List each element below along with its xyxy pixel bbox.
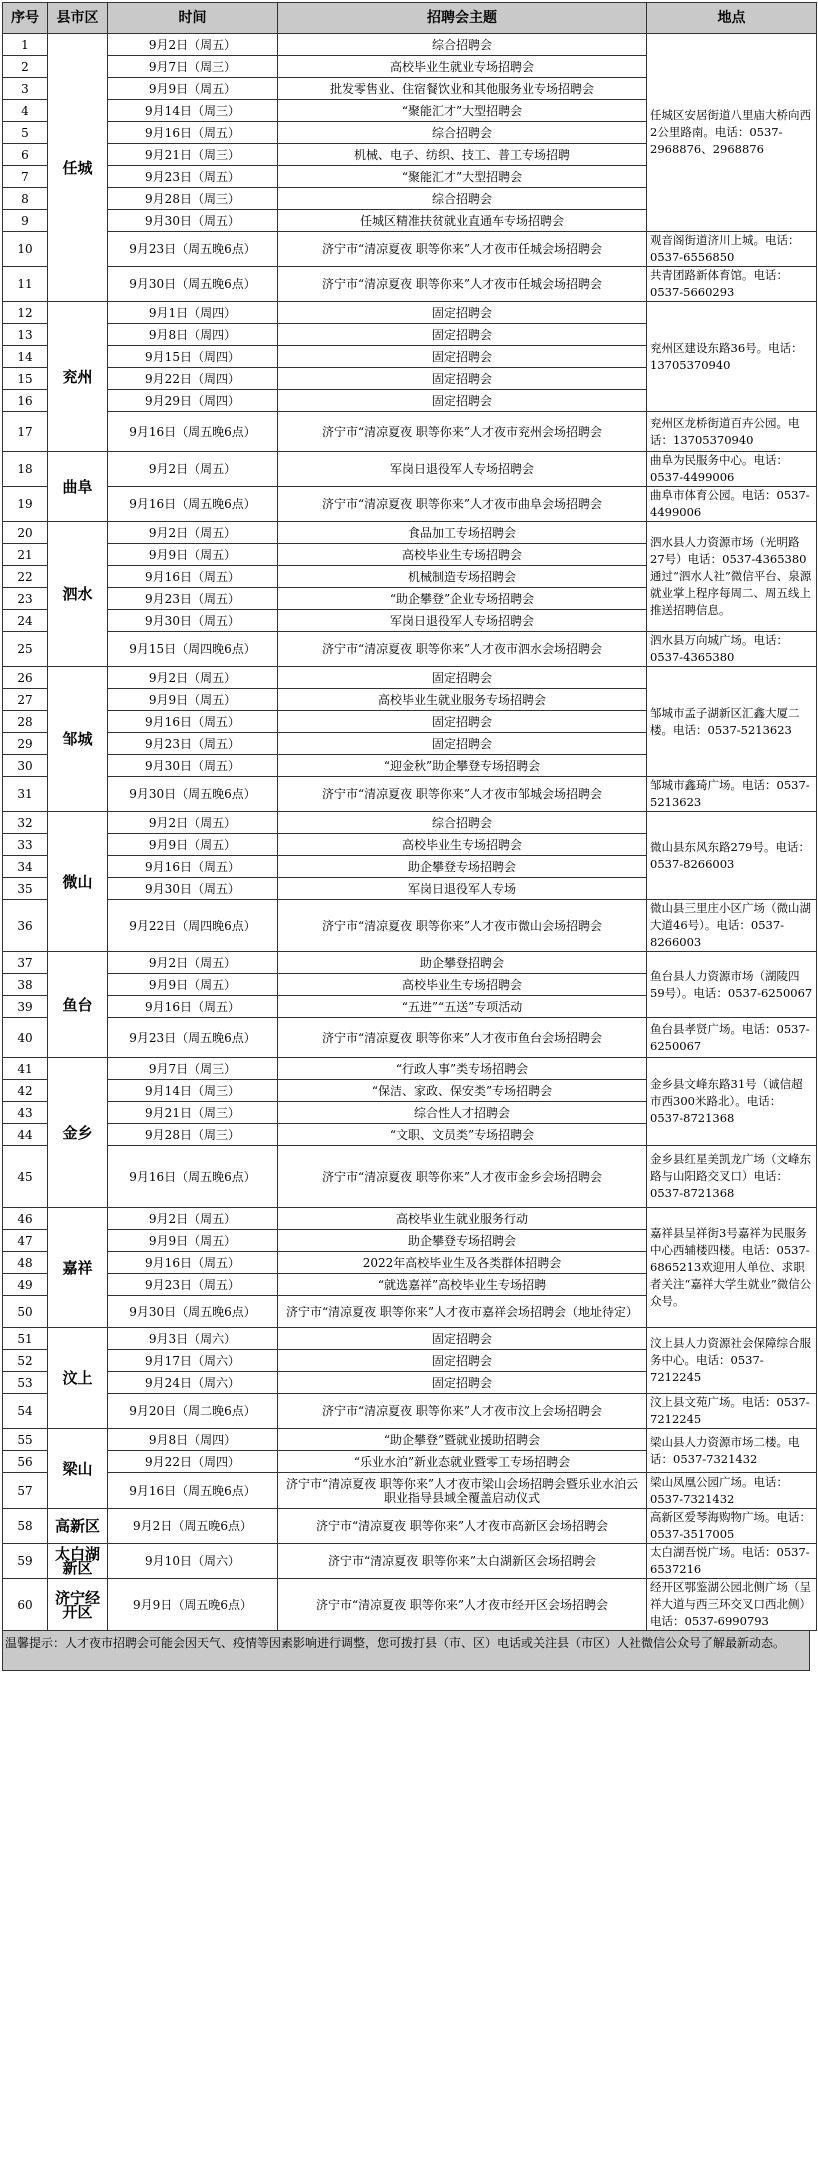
row-number: 55 — [3, 1429, 48, 1451]
location-cell: 泗水县人力资源市场（光明路27号）电话：0537-4365380通过“泗水人社”微信平台、泉源就业掌上程序每周二、周五线上推送招聘信息。 — [647, 522, 817, 632]
time-cell: 9月16日（周五） — [108, 566, 278, 588]
time-cell: 9月22日（周四） — [108, 1451, 278, 1473]
location-cell: 鱼台县孝贤广场。电话：0537-6250067 — [647, 1018, 817, 1058]
row-number: 53 — [3, 1372, 48, 1394]
time-cell: 9月2日（周五晚6点） — [108, 1509, 278, 1544]
topic-cell: 济宁市“清凉夏夜 职等你来”太白湖新区会场招聘会 — [278, 1544, 647, 1579]
time-cell: 9月9日（周五） — [108, 834, 278, 856]
topic-cell: “聚能汇才”大型招聘会 — [278, 100, 647, 122]
county-cell: 汶上 — [48, 1328, 108, 1429]
row-number: 41 — [3, 1058, 48, 1080]
time-cell: 9月2日（周五） — [108, 812, 278, 834]
topic-cell: 济宁市“清凉夏夜 职等你来”人才夜市微山会场招聘会 — [278, 900, 647, 952]
time-cell: 9月2日（周五） — [108, 452, 278, 487]
time-cell: 9月8日（周四） — [108, 1429, 278, 1451]
topic-cell: 高校毕业生专场招聘会 — [278, 834, 647, 856]
topic-cell: “行政人事”类专场招聘会 — [278, 1058, 647, 1080]
county-cell: 太白湖新区 — [48, 1544, 108, 1579]
time-cell: 9月2日（周五） — [108, 952, 278, 974]
table-row — [3, 1058, 817, 1080]
row-number: 34 — [3, 856, 48, 878]
table-row — [3, 487, 817, 522]
row-number: 3 — [3, 78, 48, 100]
time-cell: 9月2日（周五） — [108, 667, 278, 689]
county-cell: 任城 — [48, 34, 108, 302]
row-number: 11 — [3, 267, 48, 302]
row-number: 29 — [3, 733, 48, 755]
county-cell: 嘉祥 — [48, 1208, 108, 1328]
row-number: 16 — [3, 390, 48, 412]
row-number: 15 — [3, 368, 48, 390]
time-cell: 9月16日（周五晚6点） — [108, 1146, 278, 1208]
table-row — [3, 1208, 817, 1230]
location-cell: 汶上县人力资源社会保障综合服务中心。电话：0537-7212245 — [647, 1328, 817, 1394]
row-number: 51 — [3, 1328, 48, 1350]
time-cell: 9月7日（周三） — [108, 56, 278, 78]
time-cell: 9月24日（周六） — [108, 1372, 278, 1394]
topic-cell: “文职、文员类”专场招聘会 — [278, 1124, 647, 1146]
table-row — [3, 302, 817, 324]
topic-cell: 固定招聘会 — [278, 324, 647, 346]
location-cell: 嘉祥县呈祥街3号嘉祥为民服务中心西辅楼四楼。电话：0537-6865213欢迎用人单位、求职者关注“嘉祥大学生就业”微信公众号。 — [647, 1208, 817, 1328]
location-cell: 微山县三里庄小区广场（微山湖大道46号）。电话：0537-8266003 — [647, 900, 817, 952]
topic-cell: 固定招聘会 — [278, 711, 647, 733]
row-number: 25 — [3, 632, 48, 667]
row-number: 38 — [3, 974, 48, 996]
topic-cell: 固定招聘会 — [278, 667, 647, 689]
time-cell: 9月23日（周五） — [108, 166, 278, 188]
row-number: 12 — [3, 302, 48, 324]
table-row — [3, 777, 817, 812]
topic-cell: 高校毕业生专场招聘会 — [278, 544, 647, 566]
row-number: 13 — [3, 324, 48, 346]
row-number: 20 — [3, 522, 48, 544]
county-cell: 高新区 — [48, 1509, 108, 1544]
row-number: 44 — [3, 1124, 48, 1146]
topic-cell: “助企攀登”暨就业援助招聘会 — [278, 1429, 647, 1451]
location-cell: 邹城市孟子湖新区汇鑫大厦二楼。电话：0537-5213623 — [647, 667, 817, 777]
location-cell: 高新区爱琴海购物广场。电话：0537-3517005 — [647, 1509, 817, 1544]
location-cell: 梁山凤凰公园广场。电话：0537-7321432 — [647, 1473, 817, 1509]
location-cell: 汶上县文苑广场。电话：0537-7212245 — [647, 1394, 817, 1429]
row-number: 8 — [3, 188, 48, 210]
time-cell: 9月21日（周三） — [108, 144, 278, 166]
table-row — [3, 452, 817, 487]
row-number: 35 — [3, 878, 48, 900]
row-number: 27 — [3, 689, 48, 711]
location-cell: 经开区鄂鉴湖公园北侧广场（呈祥大道与西三环交叉口西北侧）电话：0537-6990793 — [647, 1579, 817, 1631]
table-row — [3, 900, 817, 952]
row-number: 28 — [3, 711, 48, 733]
row-number: 1 — [3, 34, 48, 56]
location-cell: 兖州区建设东路36号。电话：13705370940 — [647, 302, 817, 412]
topic-cell: 济宁市“清凉夏夜 职等你来”人才夜市鱼台会场招聘会 — [278, 1018, 647, 1058]
row-number: 17 — [3, 412, 48, 452]
time-cell: 9月10日（周六） — [108, 1544, 278, 1579]
time-cell: 9月30日（周五） — [108, 210, 278, 232]
location-cell: 微山县东风东路279号。电话：0537-8266003 — [647, 812, 817, 900]
time-cell: 9月16日（周五） — [108, 856, 278, 878]
time-cell: 9月30日（周五） — [108, 755, 278, 777]
table-row — [3, 1018, 817, 1058]
time-cell: 9月30日（周五） — [108, 610, 278, 632]
topic-cell: 助企攀登专场招聘会 — [278, 1230, 647, 1252]
county-cell: 微山 — [48, 812, 108, 952]
time-cell: 9月22日（周四晚6点） — [108, 900, 278, 952]
time-cell: 9月16日（周五晚6点） — [108, 1473, 278, 1509]
time-cell: 9月16日（周五） — [108, 996, 278, 1018]
table-row — [3, 1394, 817, 1429]
topic-cell: 高校毕业生就业服务专场招聘会 — [278, 689, 647, 711]
row-number: 57 — [3, 1473, 48, 1509]
row-number: 31 — [3, 777, 48, 812]
row-number: 37 — [3, 952, 48, 974]
topic-cell: 济宁市“清凉夏夜 职等你来”人才夜市高新区会场招聘会 — [278, 1509, 647, 1544]
topic-cell: 固定招聘会 — [278, 1328, 647, 1350]
row-number: 23 — [3, 588, 48, 610]
time-cell: 9月23日（周五晚6点） — [108, 1018, 278, 1058]
time-cell: 9月8日（周四） — [108, 324, 278, 346]
table-row — [3, 667, 817, 689]
location-cell: 曲阜市体育公园。电话：0537-4499006 — [647, 487, 817, 522]
row-number: 48 — [3, 1252, 48, 1274]
location-cell: 兖州区龙桥街道百卉公园。电话：13705370940 — [647, 412, 817, 452]
topic-cell: 济宁市“清凉夏夜 职等你来”人才夜市汶上会场招聘会 — [278, 1394, 647, 1429]
row-number: 32 — [3, 812, 48, 834]
time-cell: 9月16日（周五晚6点） — [108, 487, 278, 522]
time-cell: 9月17日（周六） — [108, 1350, 278, 1372]
row-number: 19 — [3, 487, 48, 522]
row-number: 59 — [3, 1544, 48, 1579]
table-row — [3, 1544, 817, 1579]
location-cell: 观音阁街道济川上城。电话：0537-6556850 — [647, 232, 817, 267]
time-cell: 9月28日（周三） — [108, 188, 278, 210]
location-cell: 共青团路新体育馆。电话：0537-5660293 — [647, 267, 817, 302]
row-number: 18 — [3, 452, 48, 487]
location-cell: 金乡县文峰东路31号（诚信超市西300米路北）。电话：0537-8721368 — [647, 1058, 817, 1146]
row-number: 9 — [3, 210, 48, 232]
row-number: 7 — [3, 166, 48, 188]
row-number: 46 — [3, 1208, 48, 1230]
topic-cell: 机械制造专场招聘会 — [278, 566, 647, 588]
time-cell: 9月15日（周四晚6点） — [108, 632, 278, 667]
topic-cell: “五进”“五送”专项活动 — [278, 996, 647, 1018]
topic-cell: 固定招聘会 — [278, 1372, 647, 1394]
row-number: 39 — [3, 996, 48, 1018]
topic-cell: 综合招聘会 — [278, 188, 647, 210]
table-row — [3, 1579, 817, 1631]
time-cell: 9月2日（周五） — [108, 522, 278, 544]
topic-cell: 固定招聘会 — [278, 733, 647, 755]
time-cell: 9月7日（周三） — [108, 1058, 278, 1080]
table-row — [3, 952, 817, 974]
row-number: 50 — [3, 1296, 48, 1328]
job-fair-table — [2, 2, 817, 1631]
topic-cell: 济宁市“清凉夏夜 职等你来”人才夜市任城会场招聘会 — [278, 232, 647, 267]
location-cell: 泗水县万向城广场。电话：0537-4365380 — [647, 632, 817, 667]
topic-cell: 固定招聘会 — [278, 302, 647, 324]
topic-cell: 助企攀登专场招聘会 — [278, 856, 647, 878]
time-cell: 9月29日（周四） — [108, 390, 278, 412]
time-cell: 9月30日（周五晚6点） — [108, 1296, 278, 1328]
row-number: 47 — [3, 1230, 48, 1252]
row-number: 49 — [3, 1274, 48, 1296]
table-row — [3, 267, 817, 302]
location-cell: 鱼台县人力资源市场（湖陵四59号）。电话：0537-6250067 — [647, 952, 817, 1018]
time-cell: 9月23日（周五晚6点） — [108, 232, 278, 267]
time-cell: 9月9日（周五） — [108, 974, 278, 996]
table-row — [3, 632, 817, 667]
time-cell: 9月28日（周三） — [108, 1124, 278, 1146]
time-cell: 9月23日（周五） — [108, 588, 278, 610]
location-cell: 任城区安居街道八里庙大桥向西2公里路南。电话：0537-2968876、2968876 — [647, 34, 817, 232]
topic-cell: 济宁市“清凉夏夜 职等你来”人才夜市经开区会场招聘会 — [278, 1579, 647, 1631]
time-cell: 9月30日（周五） — [108, 878, 278, 900]
table-row — [3, 412, 817, 452]
topic-cell: 济宁市“清凉夏夜 职等你来”人才夜市泗水会场招聘会 — [278, 632, 647, 667]
header-county: 县市区 — [48, 3, 108, 34]
row-number: 24 — [3, 610, 48, 632]
topic-cell: 任城区精准扶贫就业直通车专场招聘会 — [278, 210, 647, 232]
header-no: 序号 — [3, 3, 48, 34]
time-cell: 9月14日（周三） — [108, 100, 278, 122]
topic-cell: 济宁市“清凉夏夜 职等你来”人才夜市邹城会场招聘会 — [278, 777, 647, 812]
header-time: 时间 — [108, 3, 278, 34]
row-number: 26 — [3, 667, 48, 689]
row-number: 22 — [3, 566, 48, 588]
header-row — [3, 3, 817, 34]
row-number: 4 — [3, 100, 48, 122]
topic-cell: 助企攀登招聘会 — [278, 952, 647, 974]
header-location: 地点 — [647, 3, 817, 34]
table-row — [3, 1146, 817, 1208]
topic-cell: 综合招聘会 — [278, 34, 647, 56]
topic-cell: 济宁市“清凉夏夜 职等你来”人才夜市梁山会场招聘会暨乐业水泊云职业指导县域全覆盖启动仪式 — [278, 1473, 647, 1509]
county-cell: 泗水 — [48, 522, 108, 667]
topic-cell: 高校毕业生就业服务行动 — [278, 1208, 647, 1230]
row-number: 10 — [3, 232, 48, 267]
topic-cell: 高校毕业生专场招聘会 — [278, 974, 647, 996]
time-cell: 9月23日（周五） — [108, 733, 278, 755]
topic-cell: 2022年高校毕业生及各类群体招聘会 — [278, 1252, 647, 1274]
topic-cell: 固定招聘会 — [278, 368, 647, 390]
topic-cell: 批发零售业、住宿餐饮业和其他服务业专场招聘会 — [278, 78, 647, 100]
topic-cell: 军岗日退役军人专场招聘会 — [278, 452, 647, 487]
county-cell: 梁山 — [48, 1429, 108, 1509]
time-cell: 9月16日（周五） — [108, 1252, 278, 1274]
topic-cell: 高校毕业生就业专场招聘会 — [278, 56, 647, 78]
location-cell: 太白湖吾悦广场。电话：0537-6537216 — [647, 1544, 817, 1579]
location-cell: 金乡县红星美凯龙广场（文峰东路与山阳路交叉口）电话：0537-8721368 — [647, 1146, 817, 1208]
topic-cell: “乐业水泊”新业态就业暨零工专场招聘会 — [278, 1451, 647, 1473]
row-number: 45 — [3, 1146, 48, 1208]
topic-cell: 济宁市“清凉夏夜 职等你来”人才夜市嘉祥会场招聘会（地址待定） — [278, 1296, 647, 1328]
topic-cell: 机械、电子、纺织、技工、普工专场招聘 — [278, 144, 647, 166]
topic-cell: 济宁市“清凉夏夜 职等你来”人才夜市兖州会场招聘会 — [278, 412, 647, 452]
topic-cell: 军岗日退役军人专场 — [278, 878, 647, 900]
time-cell: 9月15日（周四） — [108, 346, 278, 368]
time-cell: 9月9日（周五晚6点） — [108, 1579, 278, 1631]
row-number: 5 — [3, 122, 48, 144]
topic-cell: “保洁、家政、保安类”专场招聘会 — [278, 1080, 647, 1102]
topic-cell: 济宁市“清凉夏夜 职等你来”人才夜市任城会场招聘会 — [278, 267, 647, 302]
time-cell: 9月1日（周四） — [108, 302, 278, 324]
row-number: 14 — [3, 346, 48, 368]
table-row — [3, 1509, 817, 1544]
time-cell: 9月23日（周五） — [108, 1274, 278, 1296]
time-cell: 9月22日（周四） — [108, 368, 278, 390]
topic-cell: 食品加工专场招聘会 — [278, 522, 647, 544]
time-cell: 9月3日（周六） — [108, 1328, 278, 1350]
topic-cell: “助企攀登”企业专场招聘会 — [278, 588, 647, 610]
row-number: 6 — [3, 144, 48, 166]
time-cell: 9月9日（周五） — [108, 544, 278, 566]
time-cell: 9月30日（周五晚6点） — [108, 777, 278, 812]
row-number: 21 — [3, 544, 48, 566]
county-cell: 兖州 — [48, 302, 108, 452]
topic-cell: “就选嘉祥”高校毕业生专场招聘 — [278, 1274, 647, 1296]
row-number: 54 — [3, 1394, 48, 1429]
table-row — [3, 34, 817, 56]
topic-cell: 综合招聘会 — [278, 812, 647, 834]
time-cell: 9月30日（周五晚6点） — [108, 267, 278, 302]
county-cell: 金乡 — [48, 1058, 108, 1208]
row-number: 58 — [3, 1509, 48, 1544]
topic-cell: 综合招聘会 — [278, 122, 647, 144]
topic-cell: 济宁市“清凉夏夜 职等你来”人才夜市金乡会场招聘会 — [278, 1146, 647, 1208]
time-cell: 9月20日（周二晚6点） — [108, 1394, 278, 1429]
table-row — [3, 522, 817, 544]
row-number: 60 — [3, 1579, 48, 1631]
table-row — [3, 232, 817, 267]
time-cell: 9月21日（周三） — [108, 1102, 278, 1124]
county-cell: 鱼台 — [48, 952, 108, 1058]
time-cell: 9月16日（周五） — [108, 122, 278, 144]
table-row — [3, 1429, 817, 1451]
time-cell: 9月14日（周三） — [108, 1080, 278, 1102]
time-cell: 9月9日（周五） — [108, 689, 278, 711]
topic-cell: “聚能汇才”大型招聘会 — [278, 166, 647, 188]
time-cell: 9月16日（周五） — [108, 711, 278, 733]
row-number: 43 — [3, 1102, 48, 1124]
row-number: 36 — [3, 900, 48, 952]
header-topic: 招聘会主题 — [278, 3, 647, 34]
topic-cell: 固定招聘会 — [278, 346, 647, 368]
table-row — [3, 1473, 817, 1509]
topic-cell: 济宁市“清凉夏夜 职等你来”人才夜市曲阜会场招聘会 — [278, 487, 647, 522]
row-number: 42 — [3, 1080, 48, 1102]
time-cell: 9月9日（周五） — [108, 78, 278, 100]
table-row — [3, 812, 817, 834]
topic-cell: 综合性人才招聘会 — [278, 1102, 647, 1124]
time-cell: 9月16日（周五晚6点） — [108, 412, 278, 452]
location-cell: 梁山县人力资源市场二楼。电话：0537-7321432 — [647, 1429, 817, 1473]
row-number: 52 — [3, 1350, 48, 1372]
notice-footer: 温馨提示：人才夜市招聘会可能会因天气、疫情等因素影响进行调整，您可拨打县（市、区）电话或关注县（市区）人社微信公众号了解最新动态。 — [2, 1631, 810, 1671]
time-cell: 9月2日（周五） — [108, 1208, 278, 1230]
row-number: 30 — [3, 755, 48, 777]
topic-cell: “迎金秋”助企攀登专场招聘会 — [278, 755, 647, 777]
row-number: 40 — [3, 1018, 48, 1058]
location-cell: 曲阜为民服务中心。电话：0537-4499006 — [647, 452, 817, 487]
location-cell: 邹城市鑫琦广场。电话：0537-5213623 — [647, 777, 817, 812]
topic-cell: 固定招聘会 — [278, 390, 647, 412]
row-number: 56 — [3, 1451, 48, 1473]
row-number: 33 — [3, 834, 48, 856]
time-cell: 9月2日（周五） — [108, 34, 278, 56]
county-cell: 邹城 — [48, 667, 108, 812]
time-cell: 9月9日（周五） — [108, 1230, 278, 1252]
table-row — [3, 1328, 817, 1350]
topic-cell: 固定招聘会 — [278, 1350, 647, 1372]
topic-cell: 军岗日退役军人专场招聘会 — [278, 610, 647, 632]
county-cell: 曲阜 — [48, 452, 108, 522]
row-number: 2 — [3, 56, 48, 78]
county-cell: 济宁经开区 — [48, 1579, 108, 1631]
